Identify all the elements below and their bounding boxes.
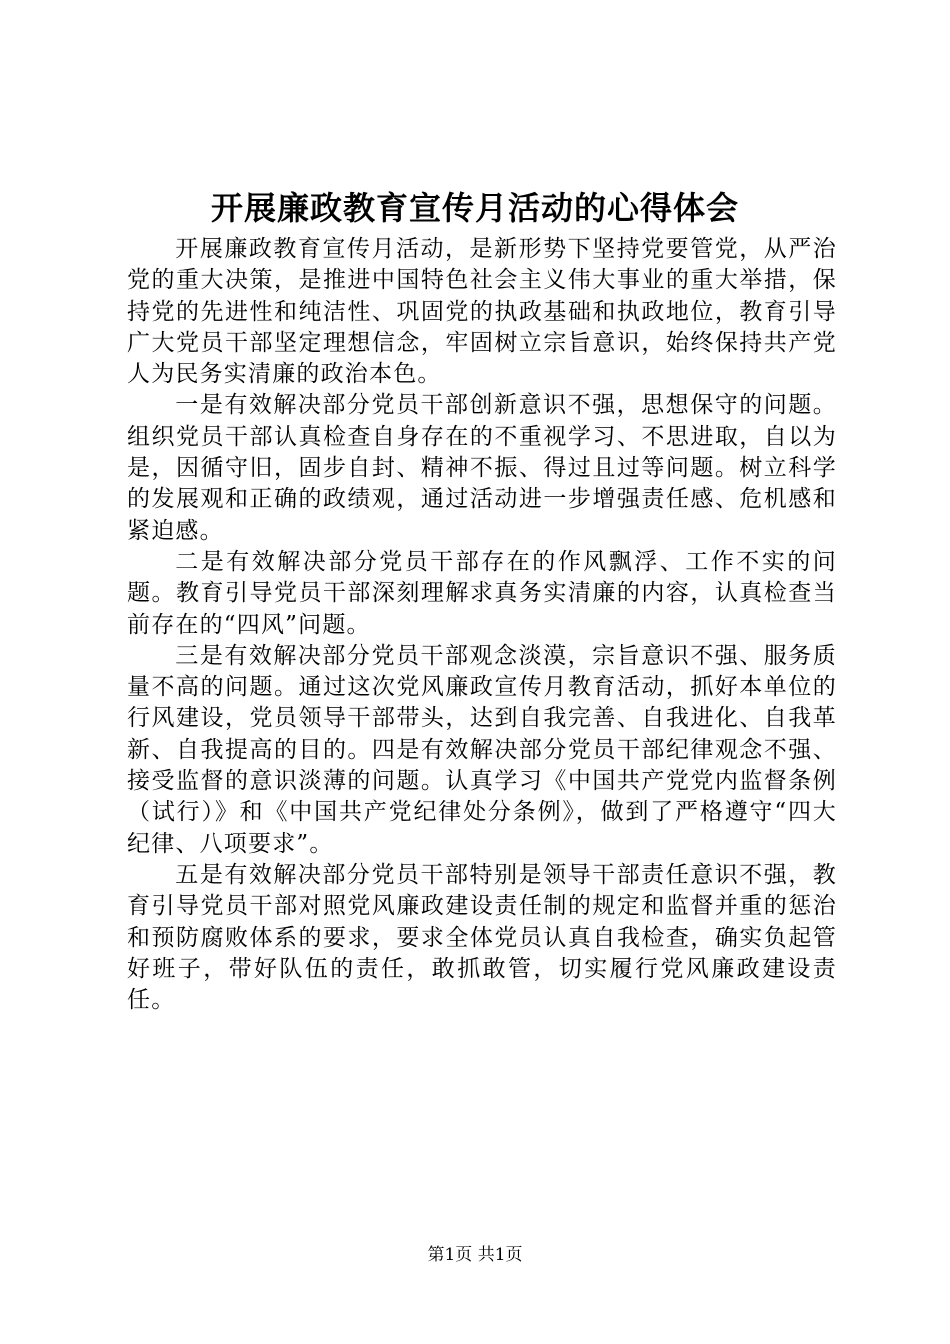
document-body xyxy=(127,234,837,1016)
page-footer: 第1页 共1页 xyxy=(427,1245,523,1265)
paragraph-point-1: 一是有效解决部分党员干部创新意识不强，思想保守的问题。组织党员干部认真检查自身存在的不重视学习、不思进取，自以为是，因循守旧，固步自封、精神不振、得过且过等问题。树立科学的发展观和正确的政绩观，通过活动进一步增强责任感、危机感和紧迫感。 xyxy=(127,392,837,544)
paragraph-point-3-4: 三是有效解决部分党员干部观念淡漠，宗旨意识不强、服务质量不高的问题。通过这次党风廉政宣传月教育活动，抓好本单位的行风建设，党员领导干部带头，达到自我完善、自我进化、自我革新、自我提高的目的。四是有效解决部分党员干部纪律观念不强、接受监督的意识淡薄的问题。认真学习《中国共产党党内监督条例（试行）》和《中国共产党纪律处分条例》，做到了严格遵守“四大纪律、八项要求”。 xyxy=(127,642,837,857)
paragraph-point-2: 二是有效解决部分党员干部存在的作风飘浮、工作不实的问题。教育引导党员干部深刻理解求真务实清廉的内容，认真检查当前存在的“四风”问题。 xyxy=(127,548,837,638)
paragraph-intro: 开展廉政教育宣传月活动，是新形势下坚持党要管党，从严治党的重大决策，是推进中国特色社会主义伟大事业的重大举措，保持党的先进性和纯洁性、巩固党的执政基础和执政地位，教育引导广大党员干部坚定理想信念，牢固树立宗旨意识，始终保持共产党人为民务实清廉的政治本色。 xyxy=(127,236,837,388)
paragraph-point-5: 五是有效解决部分党员干部特别是领导干部责任意识不强，教育引导党员干部对照党风廉政建设责任制的规定和监督并重的惩治和预防腐败体系的要求，要求全体党员认真自我检查，确实负起管好班子，带好队伍的责任，敢抓敢管，切实履行党风廉政建设责任。 xyxy=(127,861,837,1014)
document-title: 开展廉政教育宣传月活动的心得体会 xyxy=(210,189,739,227)
